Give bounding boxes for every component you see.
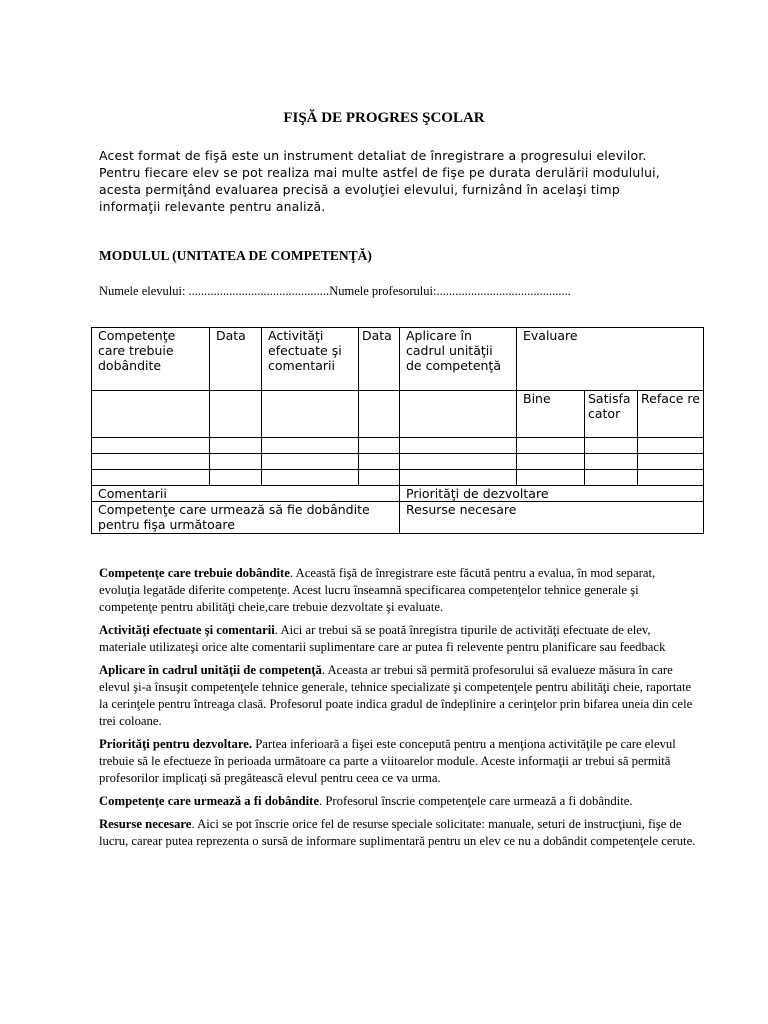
table-cell[interactable] — [210, 438, 262, 454]
definition-text: . Aici se pot înscrie orice fel de resurse speciale solicitate: manuale, seturi de instrucţiuni, fişe de lucru, carear putea reprezenta o sursă de informare suplimentară pentru un elev ce nu a dobândit competenţele cerute. — [99, 817, 696, 848]
table-row — [92, 470, 704, 486]
definition-term: Activităţi efectuate şi comentarii — [99, 623, 275, 637]
table-cell[interactable] — [262, 470, 359, 486]
table-cell[interactable] — [517, 470, 585, 486]
table-cell[interactable] — [262, 454, 359, 470]
definition-text: . Aceasta ar trebui să permită profesorului să evalueze măsura în care elevul şi-a însuşit competenţele tehnice generale, tehnice specializate şi competenţele pentru abilităţi cheie, raportate la cerinţele pentru întreaga clasă. Profesorul poate indica gradul de îndeplinire a cerinţelor prin bifarea uneia din cele trei coloane. — [99, 663, 693, 728]
table-cell[interactable] — [638, 470, 704, 486]
table-cell[interactable] — [210, 391, 262, 438]
definition-paragraph — [99, 565, 699, 616]
table-cell[interactable] — [517, 454, 585, 470]
resurse-label: Resurse necesare — [400, 502, 704, 534]
competente-urmatoare-label: Competenţe care urmează să fie dobândite pentru fişa următoare — [92, 502, 400, 534]
header-data-2: Data — [359, 328, 400, 391]
table-cell[interactable] — [359, 470, 400, 486]
definition-paragraph — [99, 662, 699, 730]
progress-table — [91, 327, 704, 534]
comentarii-label: Comentarii — [92, 486, 400, 502]
header-competente: Competenţe care trebuie dobândite — [92, 328, 210, 391]
table-cell[interactable] — [400, 454, 517, 470]
definitions-section — [99, 565, 699, 856]
table-cell[interactable] — [359, 438, 400, 454]
names-line — [99, 284, 699, 299]
header-data: Data — [210, 328, 262, 391]
header-reface: Reface re — [638, 391, 704, 438]
definition-paragraph — [99, 622, 699, 656]
module-heading: MODULUL (UNITATEA DE COMPETENŢĂ) — [99, 248, 372, 263]
definition-paragraph — [99, 816, 699, 850]
header-satisfacator: Satisfacator — [585, 391, 638, 438]
table-cell[interactable] — [585, 454, 638, 470]
teacher-name-label: Numele profesorului:........................................... — [329, 284, 571, 298]
definition-term: Competenţe care urmează a fi dobândite — [99, 794, 319, 808]
definition-paragraph — [99, 736, 699, 787]
definition-text: . Aici ar trebui să se poată înregistra tipurile de activităţi efectuate de elev, materiale utilizateşi orice alte comentarii suplimentare care ar putea fi relevente pentru planificare sau feedback — [99, 623, 666, 654]
table-cell[interactable] — [359, 454, 400, 470]
prioritati-label: Priorităţi de dezvoltare — [400, 486, 704, 502]
page-title: FIŞĂ DE PROGRES ŞCOLAR — [283, 110, 485, 126]
table-cell[interactable] — [92, 470, 210, 486]
intro-paragraph: Acest format de fişă este un instrument detaliat de înregistrare a progresului elevilor. Pentru fiecare elev se pot realiza mai multe astfel de fişe pe durata derulării modulului, acesta permiţând evaluarea precisă a evoluţiei elevului, furnizând în acelaşi timp informaţii relevante pentru analiză. — [99, 148, 660, 214]
header-evaluare: Evaluare — [517, 328, 704, 391]
table-cell[interactable] — [92, 454, 210, 470]
table-row — [92, 454, 704, 470]
table-cell[interactable] — [92, 438, 210, 454]
header-activitati: Activităţi efectuate şi comentarii — [262, 328, 359, 391]
definition-term: Aplicare în cadrul unităţii de competenţă — [99, 663, 322, 677]
table-cell[interactable] — [638, 454, 704, 470]
definition-term: Resurse necesare — [99, 817, 192, 831]
definition-text: . Profesorul înscrie competenţele care urmează a fi dobândite. — [319, 794, 633, 808]
table-cell[interactable] — [400, 391, 517, 438]
table-cell[interactable] — [585, 438, 638, 454]
definition-text: Partea inferioară a fişei este concepută pentru a menţiona activităţile pe care elevul trebuie să le efectueze în perioada următoare ca parte a viitoarelor module. Aceste informaţii ar trebui să permită profesorilor implicaţi să pregătească elevul pentru ceea ce va urma. — [99, 737, 676, 785]
table-cell[interactable] — [585, 470, 638, 486]
header-bine: Bine — [517, 391, 585, 438]
table-cell[interactable] — [210, 454, 262, 470]
definition-paragraph — [99, 793, 699, 810]
table-cell[interactable] — [638, 438, 704, 454]
definition-text: . Această fişă de înregistrare este făcută pentru a evalua, în mod separat, evoluţia legatăde diferite competenţe. Acest lucru înseamnă specificarea competenţelor tehnice generale şi competenţe pentru abilităţi cheie,care trebuie dezvoltate şi evaluate. — [99, 566, 656, 614]
definition-term: Competenţe care trebuie dobândite — [99, 566, 290, 580]
table-cell[interactable] — [262, 391, 359, 438]
table-cell[interactable] — [400, 470, 517, 486]
table-cell[interactable] — [517, 438, 585, 454]
student-name-label: Numele elevului: ............................................. — [99, 284, 330, 298]
table-row — [92, 438, 704, 454]
table-cell[interactable] — [92, 391, 210, 438]
table-cell[interactable] — [359, 391, 400, 438]
header-aplicare: Aplicare în cadrul unităţii de competenţă — [400, 328, 517, 391]
table-cell[interactable] — [210, 470, 262, 486]
definition-term: Priorităţi pentru dezvoltare. — [99, 737, 253, 751]
table-cell[interactable] — [400, 438, 517, 454]
table-cell[interactable] — [262, 438, 359, 454]
